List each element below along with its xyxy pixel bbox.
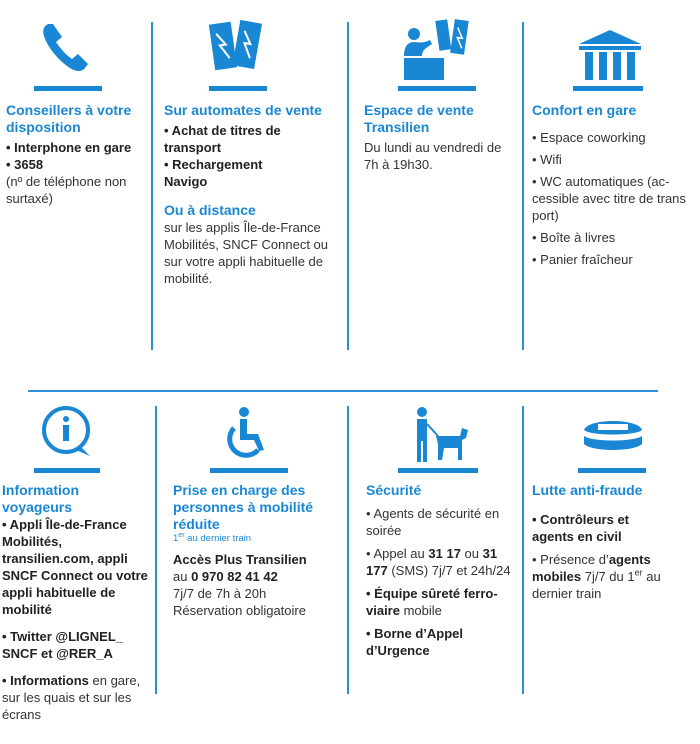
bullet-item: • Twitter @LIGNEL_ SNCF et @RER_A xyxy=(2,629,123,661)
icon-underline xyxy=(210,468,288,473)
list-item: • Panier fraîcheur xyxy=(532,252,633,267)
list-item: • Espace coworking xyxy=(532,130,646,145)
bullet-item xyxy=(2,672,152,723)
list-item xyxy=(532,551,692,602)
subtitle-text: au dernier train xyxy=(184,533,252,544)
divider xyxy=(522,22,524,350)
list-item xyxy=(366,545,518,579)
body-text: 7j/7 du 1 xyxy=(581,569,635,584)
list-item: • Borne d’Appel d’Urgence xyxy=(366,626,463,658)
bullet-item: • Appli Île-de-France Mobilités, transilien.com, appli SNCF Connect ou votre appli habituelle de mobilité xyxy=(2,517,148,617)
icon-underline xyxy=(578,468,646,473)
station-building-icon xyxy=(575,28,645,90)
ticket-counter-icon xyxy=(400,16,480,78)
bullet-item: • Achat de titres de transport xyxy=(164,123,281,155)
superscript: er xyxy=(178,531,185,539)
column-anti-fraude xyxy=(532,482,692,602)
list-item xyxy=(366,585,518,619)
column-securite xyxy=(366,482,518,659)
wheelchair-icon xyxy=(218,404,282,466)
column-title: Lutte anti-fraude xyxy=(532,482,643,498)
note-text: (nº de téléphone non surtaxé) xyxy=(6,174,127,206)
column-information xyxy=(2,482,152,723)
section-divider xyxy=(28,390,658,392)
phone-number: 0 970 82 41 42 xyxy=(191,569,278,584)
list-item: • Wifi xyxy=(532,152,562,167)
hours-text: 7j/7 de 7h à 20h xyxy=(173,586,267,601)
column-subtitle: Ou à distance xyxy=(164,202,256,218)
subtitle-number: 1 xyxy=(173,533,179,544)
divider xyxy=(347,406,349,694)
phone-icon xyxy=(34,18,98,80)
body-text: (SMS) 7j/7 et 24h/24 xyxy=(387,563,511,578)
info-bubble-icon xyxy=(36,402,100,464)
body-text: • Présence d’ xyxy=(532,552,609,567)
bullet-item: • Rechargement Navigo xyxy=(164,157,263,189)
body-text: sur les applis Île-de-France Mobilités, SNCF Connect ou sur votre appli habituelle de mobilité. xyxy=(164,220,329,286)
column-conseillers xyxy=(6,102,148,207)
body-text: au xyxy=(173,569,192,584)
bold-text: • Équipe sûreté ferro-viaire xyxy=(366,586,498,618)
bullet-item: • 3658 xyxy=(6,157,44,172)
bold-text: • Informations xyxy=(2,673,89,688)
body-text: Du lundi au vendredi de 7h à 19h30. xyxy=(364,140,502,172)
body-text: mobile xyxy=(399,603,442,618)
column-mobilite-reduite xyxy=(173,482,345,619)
column-title: Information voyageurs xyxy=(2,482,79,515)
subtitle xyxy=(173,533,345,545)
icon-underline xyxy=(398,468,478,473)
list-item: • Agents de sécurité en soirée xyxy=(366,506,500,538)
column-title: Espace de vente Transilien xyxy=(364,102,474,135)
divider xyxy=(522,406,524,694)
body-text: au dernier train xyxy=(532,569,661,601)
bullet-item: • Interphone en gare xyxy=(6,140,132,155)
icon-underline xyxy=(209,86,267,91)
list-item: • Contrôleurs et agents en civil xyxy=(532,512,630,544)
list-item: • Boîte à livres xyxy=(532,230,616,245)
service-name: Accès Plus Transilien xyxy=(173,552,307,567)
column-automates xyxy=(164,102,344,287)
icon-underline xyxy=(34,86,102,91)
body-text: ou xyxy=(460,546,483,561)
icon-underline xyxy=(34,468,100,473)
security-dog-icon xyxy=(404,406,474,468)
divider xyxy=(151,22,153,350)
icon-underline xyxy=(573,86,643,91)
column-confort xyxy=(532,102,698,268)
phone-number: 31 177 xyxy=(366,546,498,578)
superscript: er xyxy=(634,567,643,578)
divider xyxy=(155,406,157,694)
divider xyxy=(347,22,349,350)
column-title: Conseillers à votre disposition xyxy=(6,102,132,135)
list-item: • WC automatiques (ac-cessible avec titre de trans port) xyxy=(532,174,686,223)
column-title: Prise en charge des personnes à mobilité réduite xyxy=(173,482,314,532)
column-title: Confort en gare xyxy=(532,102,637,118)
column-espace-vente xyxy=(364,102,514,173)
phone-line xyxy=(173,568,345,585)
body-text: • Appel au xyxy=(366,546,429,561)
phone-number: 31 17 xyxy=(428,546,461,561)
antifraud-cap-icon xyxy=(578,412,648,474)
body-text: en gare, sur les quais et sur les écrans xyxy=(2,673,141,722)
note-text: Réservation obligatoire xyxy=(173,603,306,618)
icon-underline xyxy=(398,86,476,91)
ticket-cards-icon xyxy=(206,14,270,76)
column-title: Sécurité xyxy=(366,482,422,498)
bold-text: agents mobiles xyxy=(532,552,651,584)
column-title: Sur automates de vente xyxy=(164,102,322,118)
